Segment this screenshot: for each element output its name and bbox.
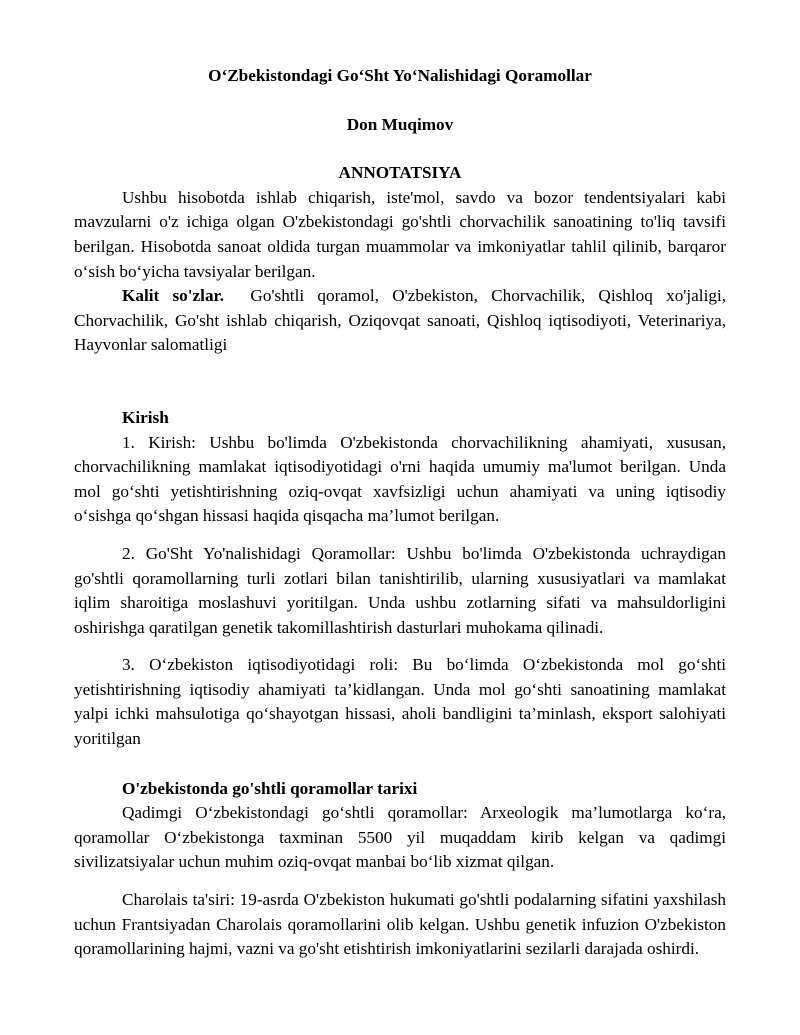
keywords-text: Go'shtli qoramol, O'zbekiston, Chorvachilik, Qishloq xo'jaligi, Chorvachilik, Go'sht ishlab chiqarish, Oziqovqat sanoati, Qishloq iqtisodiyoti, Veterinariya, Hayvonlar salomatligi xyxy=(74,286,727,355)
keywords-label: Kalit so'zlar. xyxy=(122,286,224,306)
keywords-paragraph xyxy=(74,284,726,358)
document-body xyxy=(74,64,726,962)
annotation-heading: ANNOTATSIYA xyxy=(338,163,462,183)
spacer xyxy=(74,640,726,653)
section-paragraph: Qadimgi O‘zbekistondagi go‘shtli qoramollar: Arxeologik ma’lumotlarga ko‘ra, qoramollar O‘zbekistonga taxminan 5500 yil muqaddam kirib kelgan va qadimgi sivilizatsiyalar uchun muhim oziq-ovqat manbai bo‘lib xizmat qilgan. xyxy=(74,803,726,872)
spacer xyxy=(74,529,726,542)
section-paragraph: 1. Kirish: Ushbu bo'limda O'zbekistonda chorvachilikning ahamiyati, xususan, chorvachilikning mamlakat iqtisodiyotidagi o'rni haqida umumiy ma'lumot berilgan. Unda mol go‘shti yetishtirishning oziq-ovqat xavfsizligi uchun ahamiyati va uning iqtisodiy o‘sishga qo‘shgan hissasi haqida qisqacha ma’lumot berilgan. xyxy=(74,432,726,526)
annotation-paragraph: Ushbu hisobotda ishlab chiqarish, iste'mol, savdo va bozor tendentsiyalari kabi mavzularni o'z ichiga olgan O'zbekistondagi go'shtli chorvachilik sanoatining to'liq tavsifi berilgan. Hisobotda sanoat oldida turgan muammolar va imkoniyatlar tahlil qilinib, barqaror o‘sish bo‘yicha tavsiyalar berilgan. xyxy=(74,187,726,281)
section-paragraph: 3. O‘zbekiston iqtisodiyotidagi roli: Bu bo‘limda O‘zbekistonda mol go‘shti yetishtirishning iqtisodiy ahamiyati ta’kidlangan. Unda mol go‘shti sanoatining mamlakat yalpi ichki mahsulotiga qo‘shayotgan hissasi, aholi bandligini ta’minlash, eksport salohiyati yoritilgan xyxy=(74,655,726,749)
section-heading-history: O'zbekistonda go'shtli qoramollar tarixi xyxy=(122,778,418,798)
spacer xyxy=(74,752,726,777)
document-author: Don Muqimov xyxy=(346,114,454,134)
section-paragraph: Charolais ta'siri: 19-asrda O'zbekiston hukumati go'shtli podalarning sifatini yaxshilash uchun Frantsiyadan Charolais qoramollarini olib kelgan. Ushbu genetik infuzion O'zbekiston qoramollarining hajmi, vazni va go'sht etishtirish imkoniyatlarini sezilarli darajada oshirdi. xyxy=(74,890,726,959)
spacer xyxy=(74,875,726,888)
section-paragraph: 2. Go'Sht Yo'nalishidagi Qoramollar: Ushbu bo'limda O'zbekistonda uchraydigan go'shtli qoramollarning turli zotlari bilan tanishtirilib, ularning xususiyatlari va mamlakat iqlim sharoitiga moslashuvi yoritilgan. Unda ushbu zotlarning sifati va mahsuldorligini oshirishga qaratilgan genetik takomillashtirish dasturlari muhokama qilinadi. xyxy=(74,543,726,637)
section-heading-kirish: Kirish xyxy=(122,407,169,427)
spacer xyxy=(74,358,726,406)
document-title: O‘Zbekistondagi Go‘Sht Yo‘Nalishidagi Qoramollar xyxy=(208,66,592,85)
